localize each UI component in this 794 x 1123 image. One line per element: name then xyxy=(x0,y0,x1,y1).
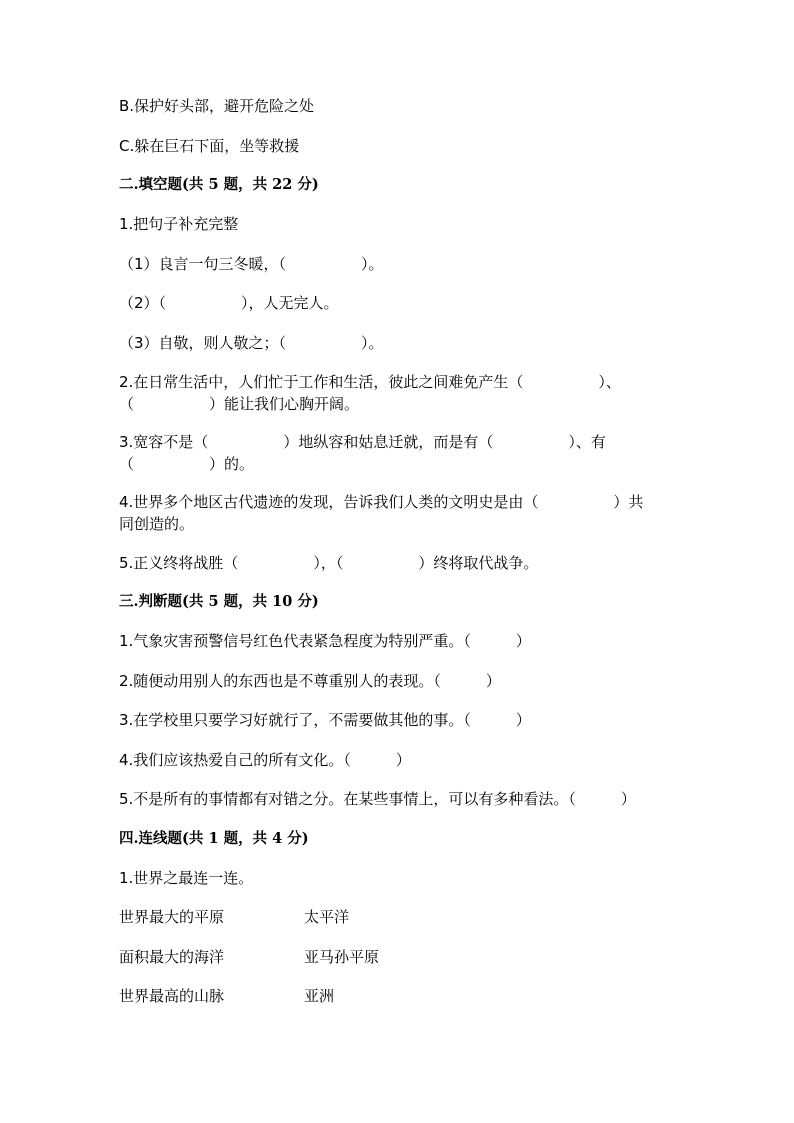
fill-q5: 5.正义终将战胜（ ），（ ）终将取代战争。 xyxy=(119,554,539,572)
judge-q4: 4.我们应该热爱自己的所有文化。（ ） xyxy=(119,751,411,769)
match-left-2: 面积最大的海洋 xyxy=(119,948,225,966)
match-right-2: 亚马孙平原 xyxy=(304,948,380,966)
section-heading-fill-blank: 二.填空题(共 5 题，共 22 分) xyxy=(119,176,319,193)
fill-q1-sub3: （3）自敬，则人敬之；（ ）。 xyxy=(119,334,384,352)
judge-q2: 2.随便动用别人的东西也是不尊重别人的表现。（ ） xyxy=(119,672,501,690)
fill-q1-stem: 1.把句子补充完整 xyxy=(119,215,239,233)
match-q1-stem: 1.世界之最连一连。 xyxy=(119,869,254,887)
match-left-3: 世界最高的山脉 xyxy=(119,987,225,1005)
section-heading-match: 四.连线题(共 1 题，共 4 分) xyxy=(119,830,309,847)
judge-q1: 1.气象灾害预警信号红色代表紧急程度为特别严重。（ ） xyxy=(119,632,531,650)
fill-q2-line1: 2.在日常生活中，人们忙于工作和生活，彼此之间难免产生（ ）、 xyxy=(119,373,621,391)
fill-q4-line2: 同创造的。 xyxy=(119,515,195,533)
section-heading-judge: 三.判断题(共 5 题，共 10 分) xyxy=(119,593,319,610)
option-b: B.保护好头部，避开危险之处 xyxy=(119,97,315,115)
judge-q5: 5.不是所有的事情都有对错之分。在某些事情上，可以有多种看法。（ ） xyxy=(119,790,636,808)
match-right-3: 亚洲 xyxy=(304,987,335,1005)
fill-q3-line2: （ ）的。 xyxy=(119,455,255,473)
judge-q3: 3.在学校里只要学习好就行了，不需要做其他的事。（ ） xyxy=(119,711,531,729)
fill-q1-sub2: （2）（ ），人无完人。 xyxy=(119,294,339,312)
match-right-1: 太平洋 xyxy=(304,908,350,926)
option-c: C.躲在巨石下面，坐等救援 xyxy=(119,137,300,155)
fill-q1-sub1: （1）良言一句三冬暖，（ ）。 xyxy=(119,255,384,273)
fill-q4-line1: 4.世界多个地区古代遗迹的发现，告诉我们人类的文明史是由（ ）共 xyxy=(119,493,644,511)
fill-q3-line1: 3.宽容不是（ ）地纵容和姑息迁就，而是有（ ）、有 xyxy=(119,433,606,451)
fill-q2-line2: （ ）能让我们心胸开阔。 xyxy=(119,395,360,413)
match-left-1: 世界最大的平原 xyxy=(119,908,225,926)
